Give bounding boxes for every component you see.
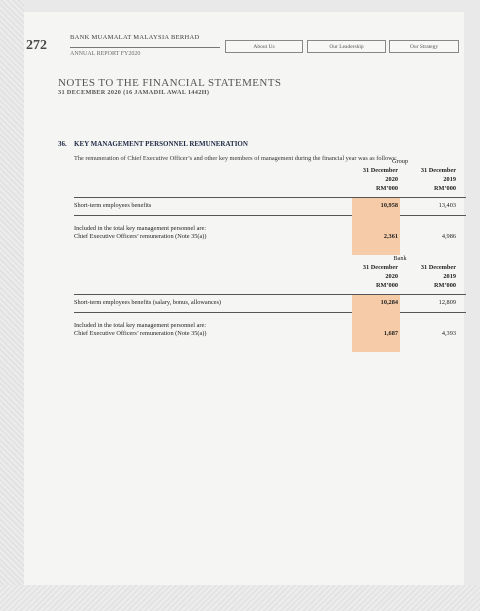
group-row1-label: Short-term employees benefits [74, 202, 152, 209]
section-number: 36. [58, 140, 67, 148]
bank-col1-year: 2020 [385, 273, 398, 280]
section-intro: The remuneration of Chief Executive Officer’s and other key members of management during the financial year was as follows: [74, 155, 397, 162]
group-rule-top [74, 197, 466, 198]
group-caption: Group [391, 158, 409, 165]
group-col1-unit: RM’000 [375, 185, 398, 192]
bank-name: BANK MUAMALAT MALAYSIA BERHAD [70, 34, 200, 41]
left-texture [0, 0, 24, 611]
page [24, 12, 464, 585]
bank-rule-top [74, 294, 466, 295]
bank-rule-mid [74, 312, 466, 313]
group-row1-2019: 13,403 [438, 202, 456, 209]
nav-our-leadership[interactable]: Our Leadership [307, 40, 386, 53]
annual-report-label: ANNUAL REPORT FY2020 [70, 51, 141, 57]
bank-col2-date: 31 December [420, 264, 456, 271]
group-col2-date: 31 December [420, 167, 456, 174]
bank-col2-year: 2019 [443, 273, 456, 280]
bank-row1-2019: 12,809 [438, 299, 456, 306]
bank-row2-2020: 1,687 [383, 330, 398, 337]
bank-row1-label: Short-term employees benefits (salary, bonus, allowances) [74, 299, 221, 306]
group-row1-2020: 10,958 [380, 202, 398, 209]
group-rule-mid [74, 215, 466, 216]
bottom-texture [0, 585, 480, 611]
bank-col1-unit: RM’000 [375, 282, 398, 289]
section-title: KEY MANAGEMENT PERSONNEL REMUNERATION [74, 140, 248, 148]
bank-col1-date: 31 December [362, 264, 398, 271]
group-row2-label1: Included in the total key management personnel are: [74, 225, 207, 232]
group-col2-unit: RM’000 [433, 185, 456, 192]
group-row2-label2: Chief Executive Officers’ remuneration (Note 35(a)) [74, 233, 207, 240]
nav-about-us[interactable]: About Us [225, 40, 303, 53]
header-rule [70, 47, 220, 48]
group-col1-year: 2020 [385, 176, 398, 183]
group-col1-date: 31 December [362, 167, 398, 174]
bank-row2-label1: Included in the total key management personnel are: [74, 322, 207, 329]
notes-subtitle: 31 DECEMBER 2020 (16 JAMADIL AWAL 1442H) [58, 89, 210, 96]
bank-caption: Bank [393, 255, 407, 262]
page-number: 272 [26, 38, 47, 53]
group-col2-year: 2019 [443, 176, 456, 183]
notes-title: NOTES TO THE FINANCIAL STATEMENTS [58, 77, 282, 89]
nav-our-strategy[interactable]: Our Strategy [389, 40, 459, 53]
group-row2-2019: 4,986 [441, 233, 456, 240]
bank-row2-label2: Chief Executive Officers’ remuneration (Note 35(a)) [74, 330, 207, 337]
bank-row1-2020: 10,284 [380, 299, 398, 306]
bank-col2-unit: RM’000 [433, 282, 456, 289]
bank-row2-2019: 4,393 [441, 330, 456, 337]
group-row2-2020: 2,361 [383, 233, 398, 240]
